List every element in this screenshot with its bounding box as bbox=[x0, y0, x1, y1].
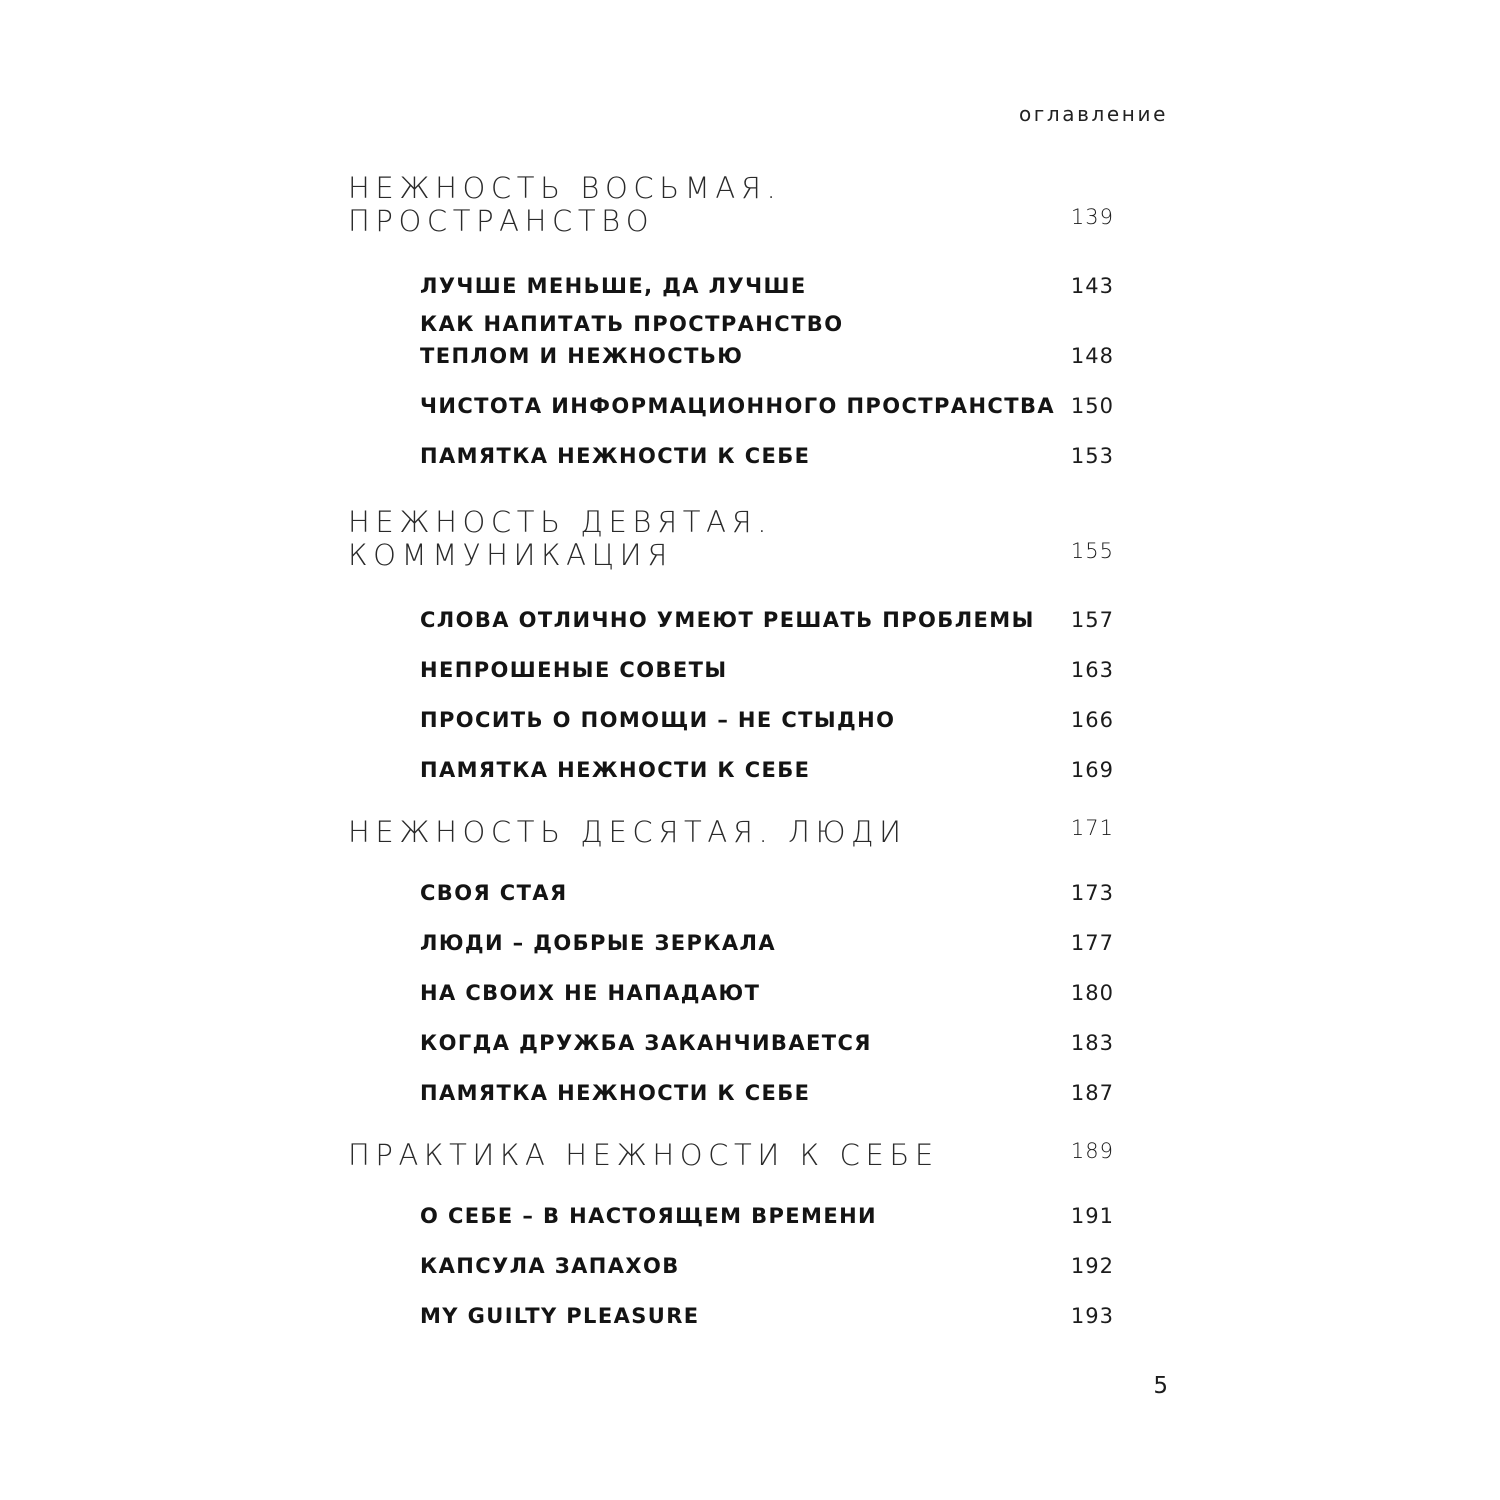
subsection-entry bbox=[420, 1300, 1114, 1332]
subsection-entry bbox=[420, 1250, 1114, 1282]
subsection-page-number: 163 bbox=[1070, 658, 1114, 682]
subsection-entry bbox=[420, 927, 1114, 959]
chapter-title: НЕЖНОСТЬ ВОСЬМАЯ. ПРОСТРАНСТВО bbox=[348, 171, 782, 238]
chapter-title: НЕЖНОСТЬ ДЕВЯТАЯ. КОММУНИКАЦИЯ bbox=[348, 505, 773, 572]
subsection-title: КОГДА ДРУЖБА ЗАКАНЧИВАЕТСЯ bbox=[420, 1031, 872, 1055]
subsection-page-number: 148 bbox=[1070, 344, 1114, 368]
subsection-title: ЛЮДИ – ДОБРЫЕ ЗЕРКАЛА bbox=[420, 931, 777, 955]
subsection-entry bbox=[420, 1200, 1114, 1232]
subsection-page-number: 183 bbox=[1070, 1031, 1114, 1055]
subsection-entry bbox=[420, 754, 1114, 786]
subsection-title: ПРОСИТЬ О ПОМОЩИ – НЕ СТЫДНО bbox=[420, 708, 896, 732]
subsection-page-number: 166 bbox=[1070, 708, 1114, 732]
chapter-title: ПРАКТИКА НЕЖНОСТИ К СЕБЕ bbox=[348, 1138, 939, 1172]
subsection-title: ПАМЯТКА НЕЖНОСТИ К СЕБЕ bbox=[420, 444, 811, 468]
subsection-title: НЕПРОШЕНЫЕ СОВЕТЫ bbox=[420, 658, 728, 682]
subsection-entry bbox=[420, 308, 1114, 372]
subsection-title: КАК НАПИТАТЬ ПРОСТРАНСТВО ТЕПЛОМ И НЕЖНОСТЬЮ bbox=[420, 312, 844, 368]
chapter-page-number: 189 bbox=[1070, 1139, 1114, 1163]
chapter-page-number: 171 bbox=[1070, 816, 1114, 840]
page-number: 5 bbox=[1153, 1373, 1168, 1399]
subsection-entry bbox=[420, 270, 1114, 302]
chapter-title: НЕЖНОСТЬ ДЕСЯТАЯ. ЛЮДИ bbox=[348, 815, 907, 849]
subsection-entry bbox=[420, 390, 1114, 422]
subsection-entry bbox=[420, 604, 1114, 636]
chapter-entry bbox=[348, 816, 1114, 849]
table-of-contents bbox=[348, 172, 1114, 1332]
subsection-entry bbox=[420, 1027, 1114, 1059]
subsection-page-number: 191 bbox=[1070, 1204, 1114, 1228]
subsection-page-number: 150 bbox=[1070, 394, 1114, 418]
subsection-entry bbox=[420, 1077, 1114, 1109]
chapter-page-number: 155 bbox=[1070, 539, 1114, 563]
subsection-title: СЛОВА ОТЛИЧНО УМЕЮТ РЕШАТЬ ПРОБЛЕМЫ bbox=[420, 608, 1035, 632]
subsection-title: ПАМЯТКА НЕЖНОСТИ К СЕБЕ bbox=[420, 758, 811, 782]
chapter-page-number: 139 bbox=[1070, 205, 1114, 229]
subsection-page-number: 143 bbox=[1070, 274, 1114, 298]
subsection-title: НА СВОИХ НЕ НАПАДАЮТ bbox=[420, 981, 761, 1005]
subsection-page-number: 187 bbox=[1070, 1081, 1114, 1105]
subsection-entry bbox=[420, 654, 1114, 686]
subsection-title: ПАМЯТКА НЕЖНОСТИ К СЕБЕ bbox=[420, 1081, 811, 1105]
subsection-title: ЛУЧШЕ МЕНЬШЕ, ДА ЛУЧШЕ bbox=[420, 274, 807, 298]
subsection-title: ЧИСТОТА ИНФОРМАЦИОННОГО ПРОСТРАНСТВА bbox=[420, 394, 1056, 418]
subsection-title: О СЕБЕ – В НАСТОЯЩЕМ ВРЕМЕНИ bbox=[420, 1204, 878, 1228]
chapter-entry bbox=[348, 1139, 1114, 1172]
subsection-entry bbox=[420, 440, 1114, 472]
subsection-page-number: 153 bbox=[1070, 444, 1114, 468]
subsection-title: MY GUILTY PLEASURE bbox=[420, 1304, 700, 1328]
subsection-page-number: 180 bbox=[1070, 981, 1114, 1005]
subsection-page-number: 192 bbox=[1070, 1254, 1114, 1278]
subsection-page-number: 193 bbox=[1070, 1304, 1114, 1328]
running-header: оглавление bbox=[1018, 102, 1168, 126]
chapter-entry bbox=[348, 506, 1114, 572]
chapter-entry bbox=[348, 172, 1114, 238]
subsection-entry bbox=[420, 704, 1114, 736]
subsection-entry bbox=[420, 977, 1114, 1009]
subsection-page-number: 169 bbox=[1070, 758, 1114, 782]
subsection-page-number: 157 bbox=[1070, 608, 1114, 632]
subsection-title: СВОЯ СТАЯ bbox=[420, 881, 568, 905]
subsection-page-number: 173 bbox=[1070, 881, 1114, 905]
subsection-title: КАПСУЛА ЗАПАХОВ bbox=[420, 1254, 680, 1278]
subsection-entry bbox=[420, 877, 1114, 909]
subsection-page-number: 177 bbox=[1070, 931, 1114, 955]
